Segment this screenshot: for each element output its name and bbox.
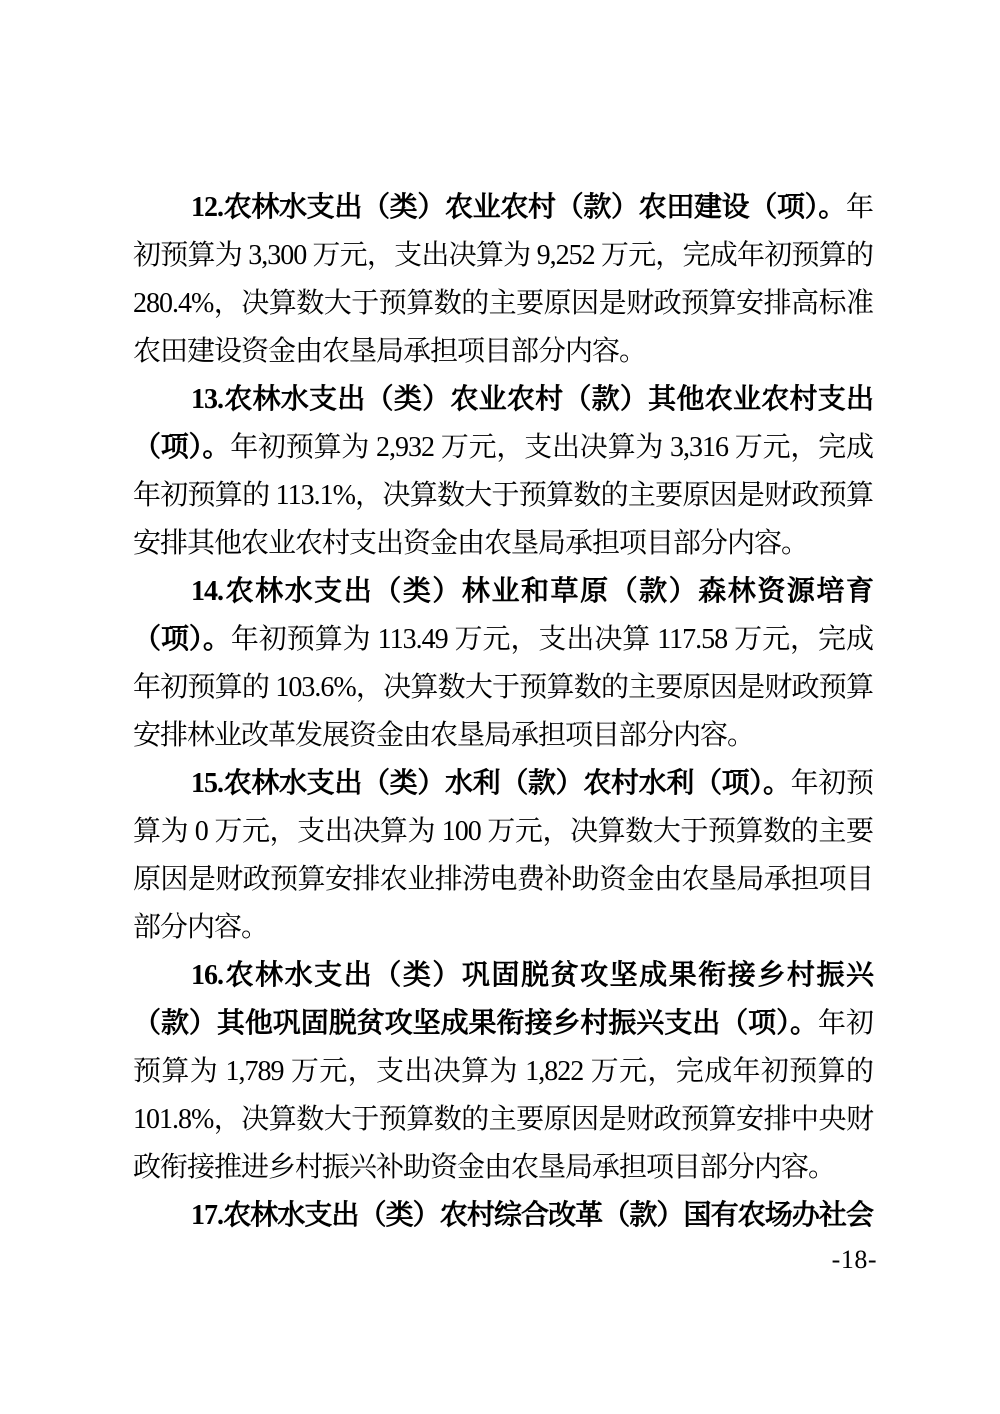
paragraph-heading-17: 17.农林水支出（类）农村综合改革（款）国有农场办社会 xyxy=(191,1200,873,1231)
paragraph-item-16 xyxy=(133,952,873,1192)
paragraph-body-12: 年初预算为 3,300 万元，支出决算为 9,252 万元，完成年初预算的 280.4%，决算数大于预算数的主要原因是财政预算安排高标准农田建设资金由农垦局承担项目部分内容。 xyxy=(133,192,873,367)
paragraph-heading-15: 15.农林水支出（类）水利（款）农村水利（项）。 xyxy=(191,768,791,799)
paragraph-item-12 xyxy=(133,184,873,376)
paragraph-body-14: 年初预算为 113.49 万元，支出决算 117.58 万元，完成年初预算的 103.6%，决算数大于预算数的主要原因是财政预算安排林业改革发展资金由农垦局承担项目部分内容。 xyxy=(133,624,873,751)
paragraph-heading-12: 12.农林水支出（类）农业农村（款）农田建设（项）。 xyxy=(191,192,846,223)
paragraph-body-15: 年初预算为 0 万元，支出决算为 100 万元，决算数大于预算数的主要原因是财政预算安排农业排涝电费补助资金由农垦局承担项目部分内容。 xyxy=(133,768,873,943)
paragraph-item-17 xyxy=(133,1192,873,1240)
paragraph-item-15 xyxy=(133,760,873,952)
paragraph-item-14 xyxy=(133,568,873,760)
paragraph-heading-13: 13.农林水支出（类）农业农村（款）其他农业农村支出（项）。 xyxy=(133,384,873,463)
paragraph-body-16: 年初预算为 1,789 万元，支出决算为 1,822 万元，完成年初预算的 101.8%，决算数大于预算数的主要原因是财政预算安排中央财政衔接推进乡村振兴补助资金由农垦局承担项目部分内容。 xyxy=(133,1008,873,1183)
paragraph-heading-14: 14.农林水支出（类）林业和草原（款）森林资源培育（项）。 xyxy=(133,576,873,655)
paragraph-item-13 xyxy=(133,376,873,568)
page-number: -18- xyxy=(831,1245,877,1274)
text-content xyxy=(133,184,873,1240)
paragraph-heading-16: 16.农林水支出（类）巩固脱贫攻坚成果衔接乡村振兴（款）其他巩固脱贫攻坚成果衔接乡村振兴支出（项）。 xyxy=(133,960,873,1039)
paragraph-body-13: 年初预算为 2,932 万元，支出决算为 3,316 万元，完成年初预算的 113.1%，决算数大于预算数的主要原因是财政预算安排其他农业农村支出资金由农垦局承担项目部分内容。 xyxy=(133,432,873,559)
